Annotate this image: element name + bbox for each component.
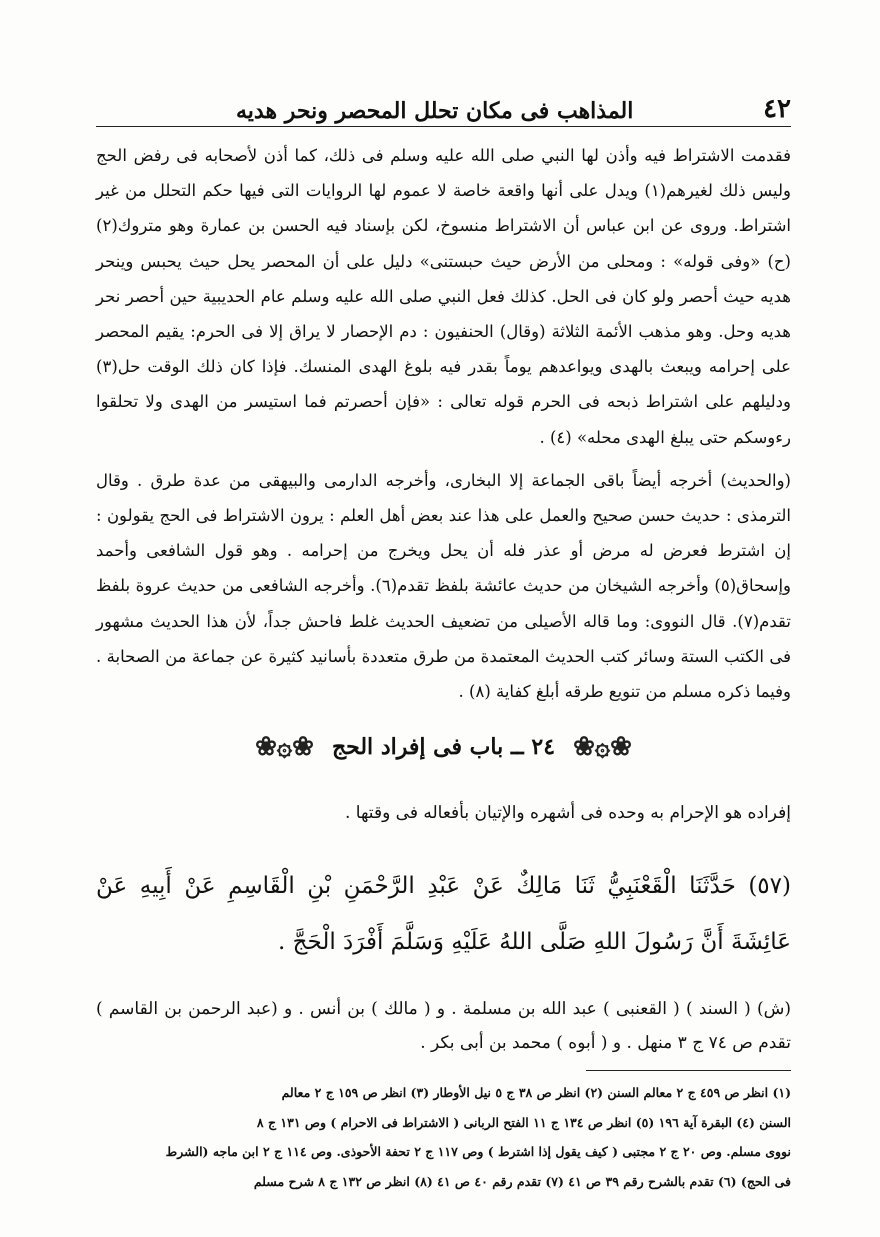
footnote-line: السنن (٤) البقرة آية ١٩٦ (٥) انظر ص ١٣٤ ج ١١ الفتح الربانى ( الاشتراط فى الاحرام ) وص ١٣١ ج ٨ bbox=[256, 1114, 791, 1130]
hadith-text: (٥٧) حَدَّثَنَا الْقَعْنَبِيُّ ثَنَا مَالِكٌ عَنْ عَبْدِ الرَّحْمَنِ بْنِ الْقَاسِمِ عَنْ أَبِيهِ عَنْ عَائِشَةَ أَنَّ رَسُولَ اللهِ صَلَّى اللهُ عَلَيْهِ وَسَلَّمَ أَفْرَدَ الْحَجَّ . bbox=[96, 873, 791, 955]
footnote-line: نووى مسلم. وص ٢٠ ج ٢ مجتبى ( كيف يقول إذا اشترط ) وص ١١٧ ج ٢ تحفة الأحوذى. وص ١١٤ ج ٢ ابن ماجه (الشرط bbox=[165, 1144, 791, 1159]
footnote-line: (١) انظر ص ٤٥٩ ج ٢ معالم السنن (٢) انظر ص ٣٨ ج ٥ نيل الأوطار (٣) انظر ص ١٥٩ ج ٢ معالم bbox=[281, 1085, 791, 1100]
page-header bbox=[96, 86, 791, 124]
running-title: المذاهب فى مكان تحلل المحصر ونحر هديه bbox=[236, 98, 634, 124]
body-paragraph-2: (والحديث) أخرجه أيضاً باقى الجماعة إلا البخارى، وأخرجه الدارمى والبيهقى من عدة طرق . وقال الترمذى : حديث حسن صحيح والعمل على هذا عند بعض أهل العلم : يرون الاشتراط فى الحج يقولون : إن اشترط فعرض له مرض أو عذر فله أن يحل ويخرج من إحرامه . وهو قول الشافعى وأحمد وإسحاق(٥) وأخرجه الشيخان من حديث عائشة بلفظ تقدم(٦). وأخرجه الشافعى من حديث عروة بلفظ تقدم(٧). قال النووى: وما قاله الأصيلى من تضعيف الحديث غلط فاحش جداً، لأن هذا الحديث مشهور فى الكتب الستة وسائر كتب الحديث المعتمدة من طرق متعددة بأسانيد كثيرة عن جماعة من الصحابة . وفيما ذكره مسلم من تنويع طرقه أبلغ كفاية (٨) . bbox=[96, 470, 791, 702]
footnote-line: فى الحج) (٦) تقدم بالشرح رقم ٣٩ ص ٤١ (٧) تقدم رقم ٤٠ ص ٤١ (٨) انظر ص ١٣٢ ج ٨ شرح مسلم bbox=[253, 1173, 791, 1189]
body-paragraph-1: فقدمت الاشتراط فيه وأذن لها النبي صلى الله عليه وسلم فى ذلك، كما أذن لأصحابه فى رفض الحج وليس ذلك لغيرهم(١) ويدل على أنها واقعة خاصة لا عموم لها الروايات التى فيها حكم التحلل من غير اشتراط. وروى عن ابن عباس أن الاشتراط منسوخ، لكن بإسناد فيه الحسن بن عمارة وهو متروك(٢) (ح) «وفى قوله» : ومحلى من الأرض حيث حبستنى» دليل على أن المحصر يحل حيث يحبس وينحر هديه حيث أحصر ولو كان فى الحل. كذلك فعل النبي صلى الله عليه وسلم عام الحديبية حين أحصر نحر هديه وحل. وهو مذهب الأئمة الثلاثة (وقال) الحنفيون : دم الإحصار لا يراق إلا فى الحرم: يقيم المحصر على إحرامه ويبعث بالهدى ويواعدهم يوماً بقدر فيه بلوغ الهدى المنسك. فإذا كان ذلك الوقت حل(٣) ودليلهم على اشتراط ذبحه فى الحرم قوله تعالى : «فإن أحصرتم فما استيسر من الهدى ولا تحلقوا رءوسكم حتى يبلغ الهدى محله» (٤) . bbox=[96, 146, 791, 447]
chapter-heading: ٢٤ ــ باب فى إفراد الحج bbox=[331, 734, 556, 760]
page-number: ٤٢ bbox=[763, 94, 791, 124]
main-text bbox=[96, 138, 791, 709]
footnote-divider bbox=[586, 1070, 791, 1071]
ornament-left-icon: ❀۞❀ bbox=[255, 732, 314, 762]
footnotes bbox=[96, 1078, 791, 1196]
commentary-text: (ش) ( السند ) ( القعنبى ) عبد الله بن مسلمة . و ( مالك ) بن أنس . و (عبد الرحمن بن القاسم ) تقدم ص ٧٤ ج ٣ منهل . و ( أبوه ) محمد بن أبى بكر . bbox=[96, 999, 791, 1053]
chapter-intro: إفراده هو الإحرام به وحده فى أشهره والإتيان بأفعاله فى وقتها . bbox=[344, 803, 791, 823]
header-divider bbox=[96, 126, 791, 127]
chapter-heading-block bbox=[96, 732, 791, 762]
ornament-right-icon: ❀۞❀ bbox=[573, 732, 632, 762]
